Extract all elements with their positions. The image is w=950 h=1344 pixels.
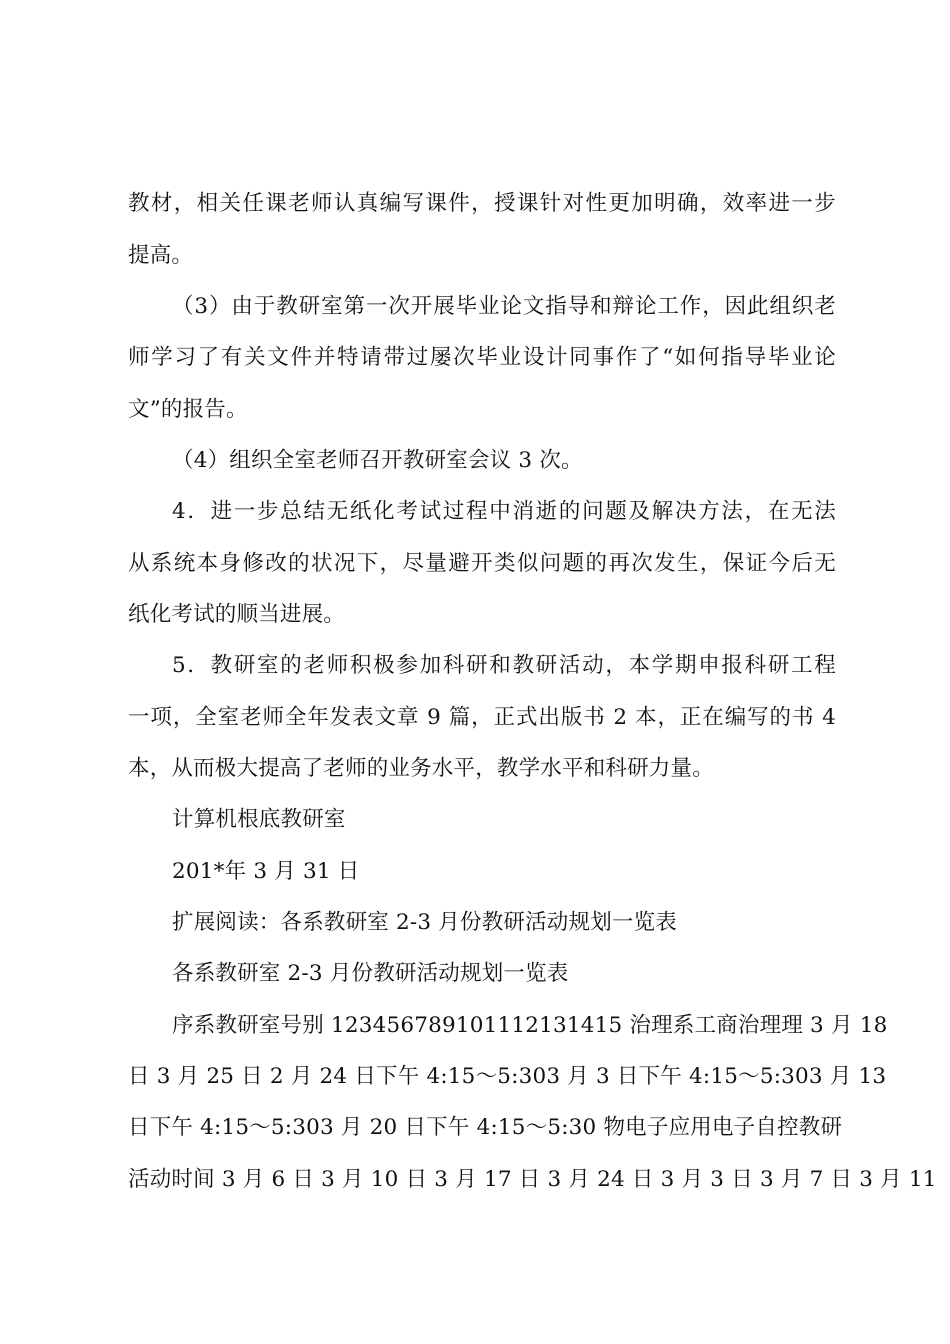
paragraph-line-8: 从系统本身修改的状况下，尽量避开类似问题的再次发生，保证今后无: [128, 551, 836, 576]
paragraph-line-12: 本，从而极大提高了老师的业务水平，教学水平和科研力量。: [128, 756, 714, 781]
paragraph-line-3: （3）由于教研室第一次开展毕业论文指导和辩论工作，因此组织老: [172, 294, 836, 319]
schedule-line-4: 活动时间 3 月 6 日 3 月 10 日 3 月 17 日 3 月 24 日 3 月 3 日 3 月 7 日 3 月 11: [128, 1167, 937, 1192]
paragraph-line-4: 师学习了有关文件并特请带过屡次毕业设计同事作了“如何指导毕业论: [128, 345, 836, 370]
paragraph-line-10: 5．教研室的老师积极参加科研和教研活动，本学期申报科研工程: [172, 653, 836, 678]
paragraph-line-5: 文”的报告。: [128, 397, 248, 422]
signature-date: 201*年 3 月 31 日: [172, 859, 360, 884]
paragraph-line-6: （4）组织全室老师召开教研室会议 3 次。: [172, 448, 583, 473]
paragraph-line-1: 教材，相关任课老师认真编写课件，授课针对性更加明确，效率进一步: [128, 191, 836, 216]
schedule-line-1: 序系教研室号别 123456789101112131415 治理系工商治理理 3 月 18: [172, 1013, 888, 1038]
schedule-line-2: 日 3 月 25 日 2 月 24 日下午 4:15～5:303 月 3 日下午 4:15～5:303 月 13: [128, 1064, 887, 1089]
paragraph-line-2: 提高。: [128, 243, 194, 268]
paragraph-line-11: 一项，全室老师全年发表文章 9 篇，正式出版书 2 本，正在编写的书 4: [128, 705, 836, 730]
schedule-line-3: 日下午 4:15～5:303 月 20 日下午 4:15～5:30 物电子应用电子自控教研: [128, 1115, 843, 1140]
schedule-title: 各系教研室 2-3 月份教研活动规划一览表: [172, 961, 569, 986]
paragraph-line-7: 4．进一步总结无纸化考试过程中消逝的问题及解决方法，在无法: [172, 499, 836, 524]
paragraph-line-9: 纸化考试的顺当进展。: [128, 602, 346, 627]
extended-reading-title: 扩展阅读：各系教研室 2-3 月份教研活动规划一览表: [172, 910, 677, 935]
signature-department: 计算机根底教研室: [172, 807, 346, 832]
